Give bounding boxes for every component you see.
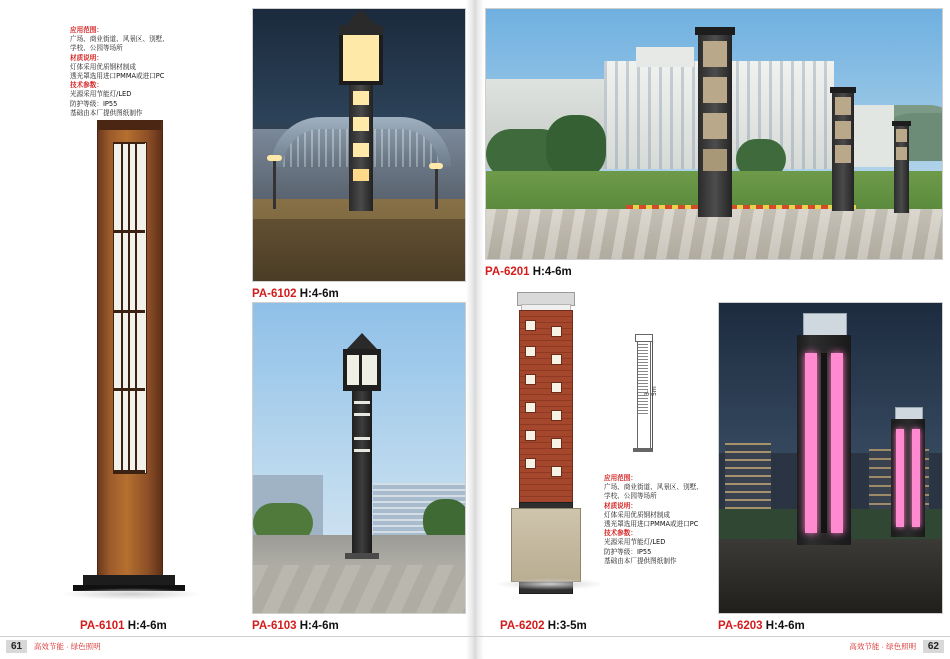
product-height: H:4-6m <box>532 266 572 278</box>
caption-pa6101 <box>80 620 167 632</box>
footer-rule <box>0 636 950 637</box>
product-height: H:4-6m <box>299 620 339 632</box>
caption-pa6103 <box>252 620 339 632</box>
lamp-window <box>525 374 536 385</box>
lamp-stone-base <box>511 508 581 582</box>
caption-pa6201 <box>485 266 572 278</box>
lamp-mullion <box>128 144 130 472</box>
lamp-base <box>83 575 175 585</box>
lamp-window <box>551 466 562 477</box>
product-code: PA-6202 <box>500 620 545 632</box>
lamp-top-cap <box>97 120 161 130</box>
lamp-mullion <box>121 144 123 472</box>
caption-pa6202 <box>500 620 587 632</box>
spec-line: 透光罩选用进口PMMA或进口PC <box>70 72 165 81</box>
footer-left <box>6 640 101 653</box>
product-height: H:4-6m <box>299 288 339 300</box>
spec-line: 广场、商业街道、风景区、别墅、 <box>604 483 703 492</box>
product-height: H:4-6m <box>127 620 167 632</box>
product-photo-pa6102 <box>252 8 466 282</box>
dimension-label: 3-5m <box>644 386 658 396</box>
page-number-right: 62 <box>923 640 944 653</box>
spec-line: 防护等级：IP55 <box>70 99 118 108</box>
caption-pa6203 <box>718 620 805 632</box>
product-code: PA-6203 <box>718 620 763 632</box>
footer-right <box>849 640 944 653</box>
product-photo-pa6201 <box>485 8 943 260</box>
lamp-window <box>551 382 562 393</box>
spec-line: 材质说明： <box>604 501 637 510</box>
spec-line: 透光罩选用进口PMMA或进口PC <box>604 520 699 529</box>
product-code: PA-6201 <box>485 266 530 278</box>
lamp-window <box>525 320 536 331</box>
spec-line: 技术参数： <box>604 529 637 538</box>
drop-shadow <box>61 588 201 600</box>
spec-line: 防护等级：IP55 <box>604 547 652 556</box>
spec-line: 学校、公园等场所 <box>70 44 123 53</box>
spec-line: 应用范围： <box>70 26 103 34</box>
lamp-mullion <box>135 144 137 472</box>
lamp-window <box>525 402 536 413</box>
product-code: PA-6103 <box>252 620 297 632</box>
lamp-light-window <box>113 142 147 474</box>
pole-cap <box>635 334 653 342</box>
product-height: H:3-5m <box>547 620 587 632</box>
product-code: PA-6102 <box>252 288 297 300</box>
product-drawing-pa6202 <box>495 292 605 592</box>
page-number-left: 61 <box>6 640 27 653</box>
footer-slogan-right: 高效节能 · 绿色照明 <box>849 642 917 651</box>
spec-line: 材质说明： <box>70 53 103 62</box>
lamp-window <box>525 458 536 469</box>
spec-line: 应用范围： <box>604 474 637 482</box>
lamp-window <box>551 438 562 449</box>
spec-line: 学校、公园等场所 <box>604 492 657 501</box>
lamp-window <box>525 346 536 357</box>
lamp-window <box>551 410 562 421</box>
pole-base <box>633 448 653 452</box>
spec-line: 基础由本厂提供图纸制作 <box>70 108 143 117</box>
caption-pa6102 <box>252 288 339 300</box>
product-photo-pa6203 <box>718 302 943 614</box>
product-drawing-pa6101 <box>55 120 205 600</box>
product-code: PA-6101 <box>80 620 125 632</box>
spec-block-left <box>70 26 230 118</box>
spec-line: 灯体采用优质钢材制成 <box>604 510 670 519</box>
spec-line: 基础由本厂提供图纸制作 <box>604 556 677 565</box>
product-height: H:4-6m <box>765 620 805 632</box>
product-photo-pa6103 <box>252 302 466 614</box>
dimension-line <box>652 342 653 450</box>
spec-line: 灯体采用优质钢材制成 <box>70 62 136 71</box>
footer-slogan-left: 高效节能 · 绿色照明 <box>33 642 101 651</box>
spec-line: 光源采用节能灯/LED <box>604 538 666 547</box>
lamp-window <box>525 430 536 441</box>
pole-hatch <box>638 344 648 414</box>
spec-line: 光源采用节能灯/LED <box>70 90 132 99</box>
lamp-window <box>551 354 562 365</box>
lamp-window <box>551 326 562 337</box>
spec-line: 广场、商业街道、风景区、别墅、 <box>70 35 169 44</box>
spec-line: 技术参数： <box>70 81 103 90</box>
dimension-drawing-pa6202 <box>628 332 658 452</box>
page-gutter <box>466 0 484 659</box>
